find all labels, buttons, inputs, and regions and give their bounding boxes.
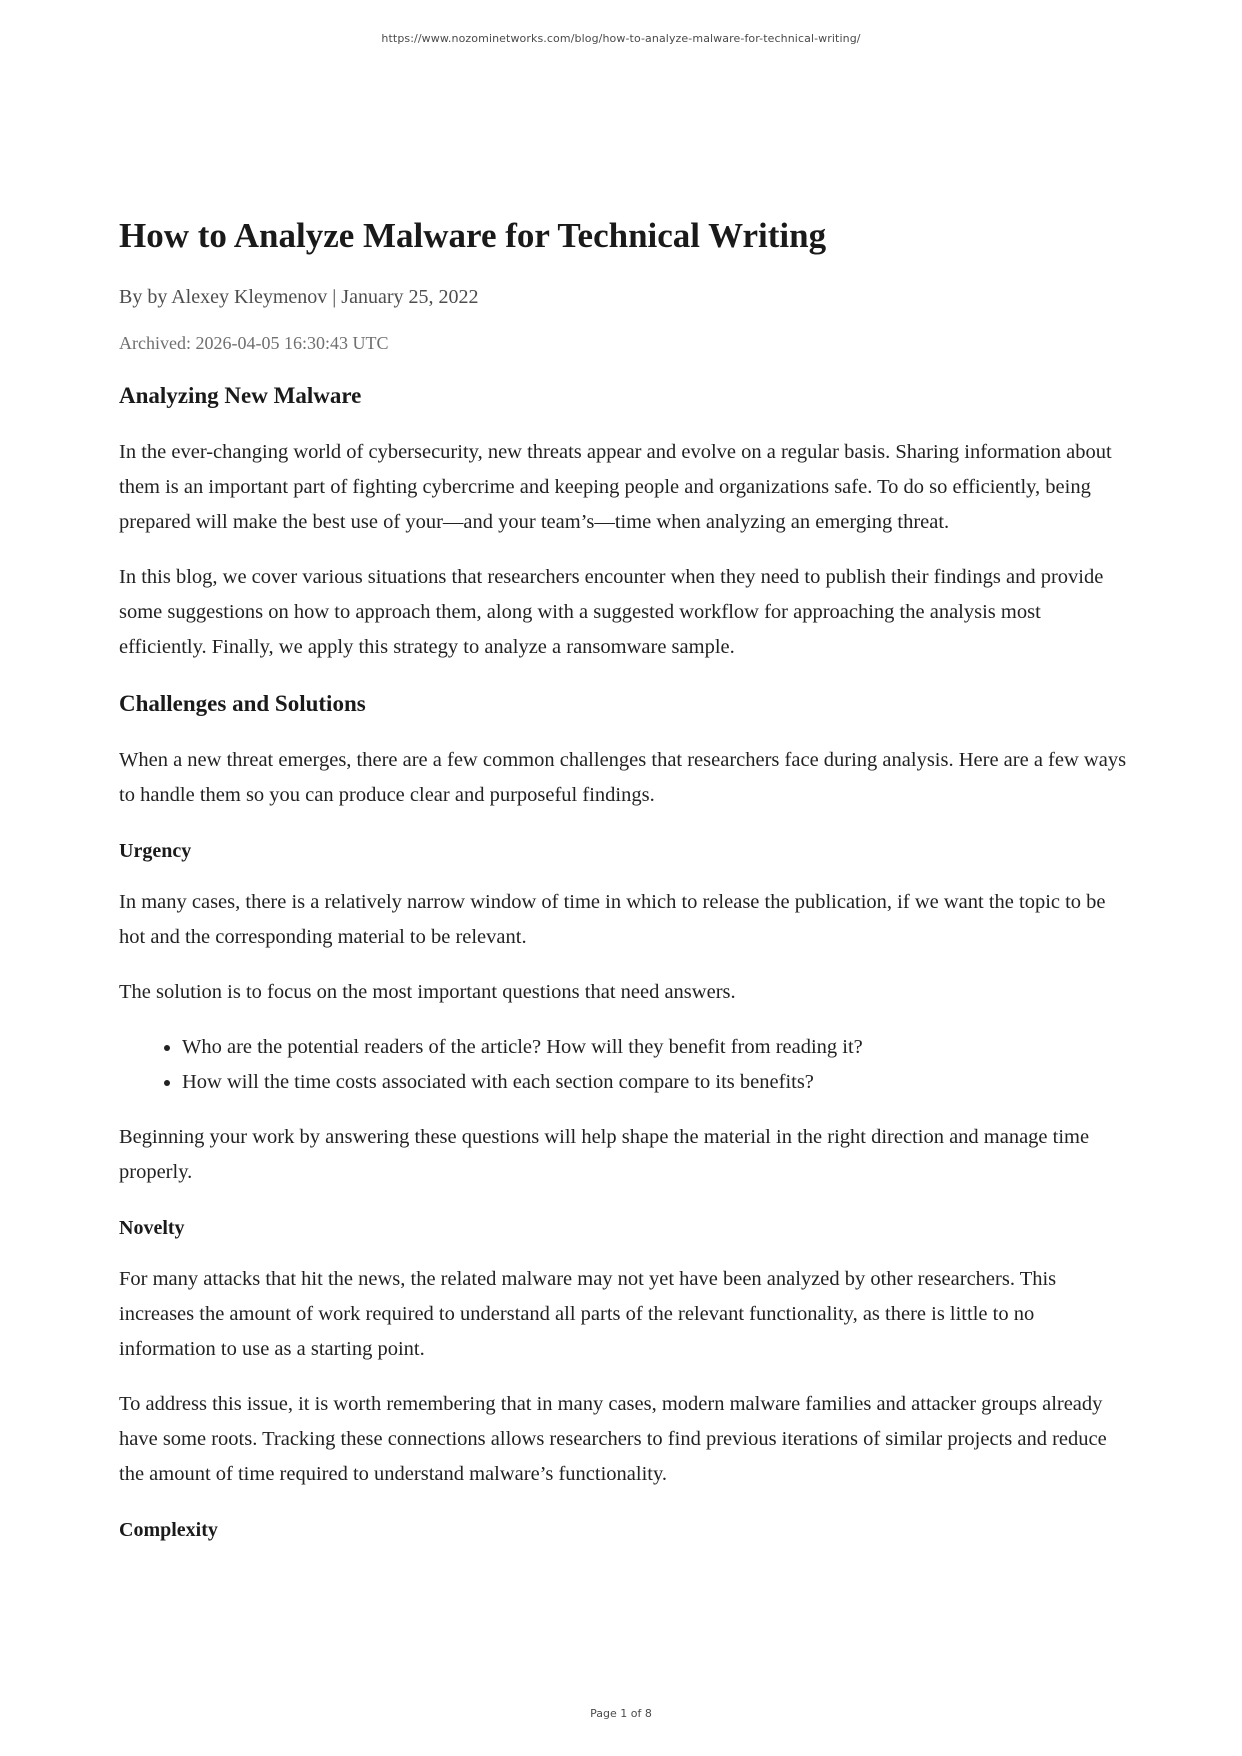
list-item: • How will the time costs associated with each section compare to its benefits? [182, 1065, 1129, 1100]
article-byline: By by Alexey Kleymenov | January 25, 2022 [119, 286, 479, 308]
article [119, 214, 1129, 1544]
subsection-complexity [119, 1516, 1129, 1544]
subsection-heading: Urgency [119, 840, 192, 862]
paragraph: When a new threat emerges, there are a few common challenges that researchers face during analysis. Here are a few ways to handle them so you can produce clear and purposeful findings. [119, 749, 1127, 806]
page-number-footer: Page 1 of 8 [590, 1707, 652, 1720]
paragraph: For many attacks that hit the news, the related malware may not yet have been analyzed by other researchers. This increases the amount of work required to understand all parts of the relevant functionality, as there is little to no information to use as a starting point. [119, 1268, 1057, 1360]
section-heading: Analyzing New Malware [119, 383, 362, 408]
paragraph: The solution is to focus on the most important questions that need answers. [119, 981, 736, 1003]
bullet-list [119, 1030, 1129, 1100]
paragraph: In many cases, there is a relatively narrow window of time in which to release the publication, if we want the topic to be hot and the corresponding material to be relevant. [119, 891, 1106, 948]
paragraph: In the ever-changing world of cybersecurity, new threats appear and evolve on a regular basis. Sharing information about them is an important part of fighting cybercrime and keeping people and organizations safe. To do so efficiently, being prepared will make the best use of your—and your team’s—time when analyzing an emerging threat. [119, 441, 1112, 533]
section-heading: Challenges and Solutions [119, 691, 366, 716]
section-challenges-and-solutions [119, 689, 1129, 813]
page-url-header: https://www.nozominetworks.com/blog/how-to-analyze-malware-for-technical-writing/ [381, 32, 861, 45]
archived-timestamp: Archived: 2026-04-05 16:30:43 UTC [119, 333, 389, 353]
paragraph: To address this issue, it is worth remembering that in many cases, modern malware families and attacker groups already have some roots. Tracking these connections allows researchers to find previous iterations of similar projects and reduce the amount of time required to understand malware’s functionality. [119, 1393, 1107, 1485]
article-title: How to Analyze Malware for Technical Writing [119, 216, 827, 255]
subsection-heading: Complexity [119, 1519, 218, 1541]
paragraph: Beginning your work by answering these questions will help shape the material in the right direction and manage time properly. [119, 1126, 1090, 1183]
subsection-novelty [119, 1214, 1129, 1492]
subsection-urgency [119, 837, 1129, 1190]
list-item: • Who are the potential readers of the article? How will they benefit from reading it? [182, 1030, 1129, 1065]
section-analyzing-new-malware [119, 381, 1129, 665]
subsection-heading: Novelty [119, 1217, 185, 1239]
paragraph: In this blog, we cover various situations that researchers encounter when they need to publish their findings and provide some suggestions on how to approach them, along with a suggested workflow for approaching the analysis most efficiently. Finally, we apply this strategy to analyze a ransomware sample. [119, 566, 1104, 658]
